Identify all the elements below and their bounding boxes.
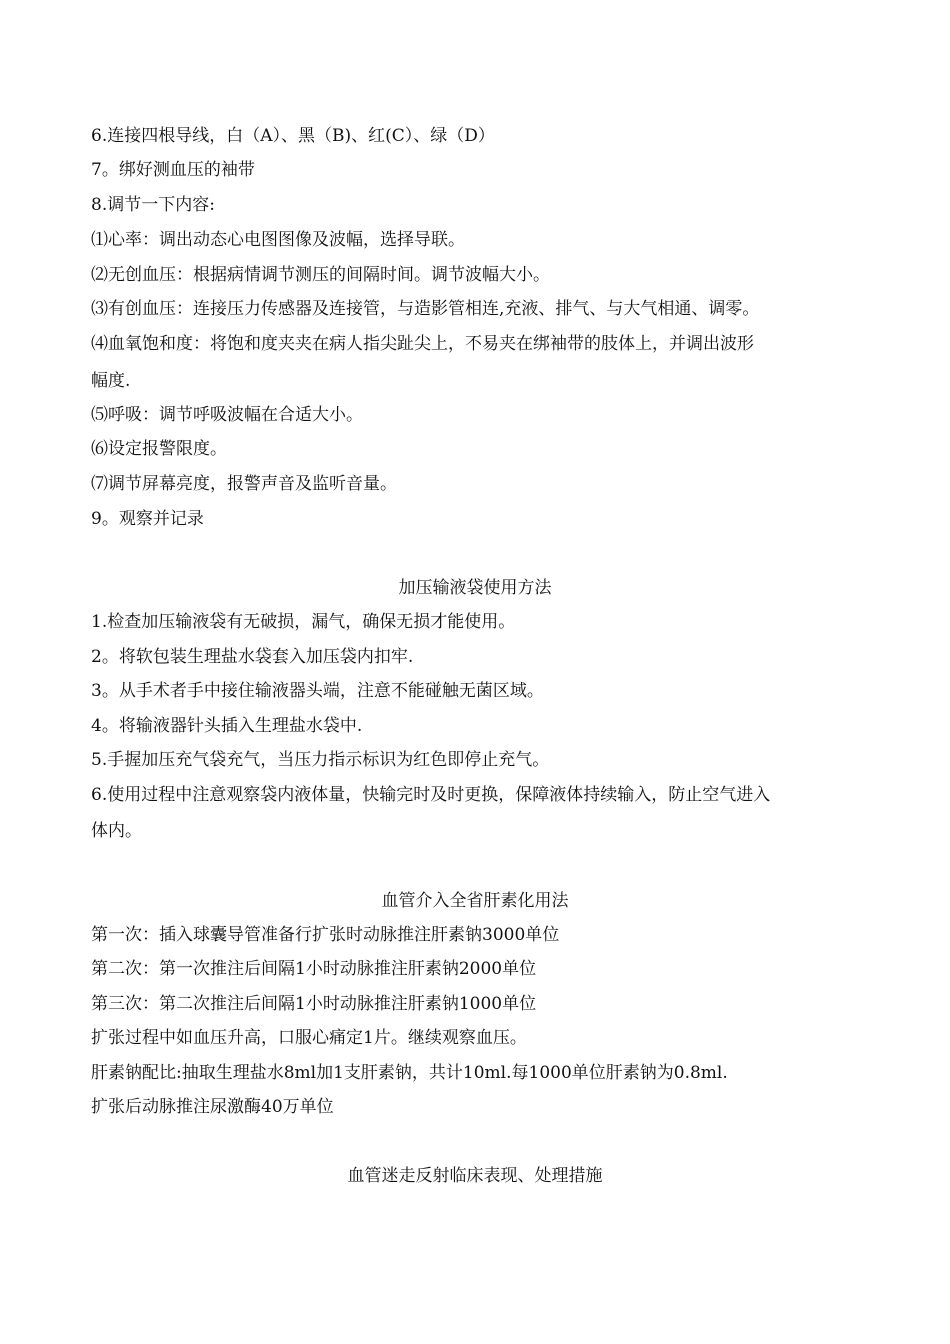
heparin-second-dose: 第二次：第一次推注后间隔1小时动脉推注肝素钠2000单位 (91, 959, 537, 979)
step-8-7-screen-sound: ⑺调节屏幕亮度，报警声音及监听音量。 (91, 474, 397, 494)
bag-step-1: 1.检查加压输液袋有无破损，漏气，确保无损才能使用。 (91, 612, 516, 632)
bag-step-4: 4。将输液器针头插入生理盐水袋中. (91, 716, 363, 736)
step-8-3-invasive-bp: ⑶有创血压：连接压力传感器及连接管，与造影管相连,充液、排气、与大气相通、调零。 (91, 299, 760, 319)
heparin-urokinase: 扩张后动脉推注尿激酶40万单位 (91, 1097, 334, 1117)
step-7-bp-cuff: 7。绑好测血压的袖带 (91, 160, 255, 180)
step-6-connect-leads: 6.连接四根导线，白（A）、黑（B)、红(C）、绿（D） (91, 126, 495, 146)
bag-step-6-cont: 体内。 (91, 821, 142, 841)
step-8-1-heart-rate: ⑴心率：调出动态心电图图像及波幅，选择导联。 (91, 230, 465, 250)
heparin-ratio: 肝素钠配比:抽取生理盐水8ml加1支肝素钠，共计10ml.每1000单位肝素钠为0.8ml. (91, 1063, 728, 1083)
bag-step-5: 5.手握加压充气袋充气，当压力指示标识为红色即停止充气。 (91, 750, 550, 770)
step-8-5-respiration: ⑸呼吸：调节呼吸波幅在合适大小。 (91, 405, 363, 425)
heparin-first-dose: 第一次：插入球囊导管准备行扩张时动脉推注肝素钠3000单位 (91, 925, 560, 945)
section-title-vagal-reflex: 血管迷走反射临床表现、处理措施 (347, 1166, 603, 1186)
step-9-observe-record: 9。观察并记录 (91, 509, 204, 529)
heparin-bp-note: 扩张过程中如血压升高，口服心痛定1片。继续观察血压。 (91, 1028, 527, 1048)
step-8-4-spo2-cont: 幅度. (91, 371, 131, 391)
heparin-third-dose: 第三次：第二次推注后间隔1小时动脉推注肝素钠1000单位 (91, 994, 537, 1014)
section-title-pressure-bag: 加压输液袋使用方法 (398, 578, 552, 598)
bag-step-3: 3。从手术者手中接住输液器头端，注意不能碰触无菌区域。 (91, 681, 544, 701)
step-8-6-alarm-limits: ⑹设定报警限度。 (91, 439, 227, 459)
section-title-heparin: 血管介入全省肝素化用法 (381, 891, 569, 911)
step-8-2-noninvasive-bp: ⑵无创血压：根据病情调节测压的间隔时间。调节波幅大小。 (91, 265, 550, 285)
bag-step-2: 2。将软包装生理盐水袋套入加压袋内扣牢. (91, 647, 414, 667)
step-8-adjust-heading: 8.调节一下内容: (91, 195, 215, 215)
step-8-4-spo2: ⑷血氧饱和度：将饱和度夹夹在病人指尖趾尖上，不易夹在绑袖带的肢体上，并调出波形 (91, 334, 754, 354)
bag-step-6: 6.使用过程中注意观察袋内液体量，快输完时及时更换，保障液体持续输入，防止空气进入 (91, 785, 771, 805)
